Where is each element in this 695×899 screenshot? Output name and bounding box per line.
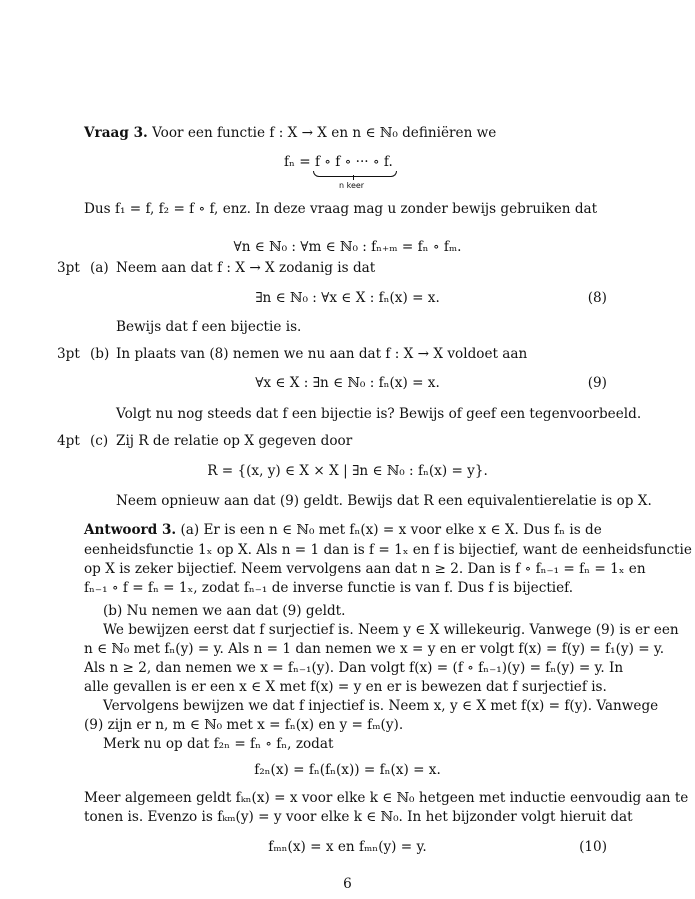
part-b-equation: ∀x ∈ X : ∃n ∈ ℕ₀ : fₙ(x) = x. — [255, 375, 440, 391]
brace-label: n keer — [339, 181, 365, 190]
answer-equation-10: fₘₙ(x) = x en fₘₙ(y) = y. — [268, 839, 427, 855]
answer-label: Antwoord 3. — [84, 522, 177, 538]
question-label: Vraag 3. — [84, 125, 148, 141]
definition-rhs: f ∘ f ∘ ··· ∘ f — [314, 154, 389, 170]
part-c-points: 4pt — [57, 433, 80, 449]
part-a-label: (a) — [90, 260, 109, 276]
answer-line-11: (9) zijn er n, m ∈ ℕ₀ met x = fₙ(x) en y = fₘ(y). — [84, 717, 404, 733]
composition-equation: ∀n ∈ ℕ₀ : ∀m ∈ ℕ₀ : fₙ₊ₘ = fₙ ∘ fₘ. — [233, 239, 462, 255]
part-c-text: Zij R de relatie op X gegeven door — [116, 433, 353, 449]
answer-line-15: tonen is. Evenzo is fₖₘ(y) = y voor elke k ∈ ℕ₀. In het bijzonder volgt hieruit dat — [84, 809, 633, 825]
definition-lhs: fₙ = — [284, 154, 315, 170]
part-a-equation: ∃n ∈ ℕ₀ : ∀x ∈ X : fₙ(x) = x. — [255, 290, 440, 306]
answer-line-5: (b) Nu nemen we aan dat (9) geldt. — [103, 603, 346, 619]
page-number: 6 — [343, 876, 352, 892]
answer-line-6: We bewijzen eerst dat f surjectief is. Neem y ∈ X willekeurig. Vanwege (9) is er een — [103, 622, 679, 638]
answer-line-14: Meer algemeen geldt fₖₙ(x) = x voor elke k ∈ ℕ₀ hetgeen met inductie eenvoudig aan te — [84, 790, 689, 806]
part-a-points: 3pt — [57, 260, 80, 276]
answer-line-1 — [84, 524, 602, 538]
underbrace — [313, 171, 397, 177]
answer-line-4: fₙ₋₁ ∘ f = fₙ = 1ₓ, zodat fₙ₋₁ de inverse functie is van f. Dus f is bijectief. — [84, 580, 574, 596]
answer-equation-f2n: f₂ₙ(x) = fₙ(fₙ(x)) = fₙ(x) = x. — [254, 762, 441, 778]
part-b-eqnum: (9) — [587, 375, 607, 391]
underbrace-tip — [353, 175, 354, 180]
definition-equation — [284, 156, 393, 170]
answer-line-3: op X is zeker bijectief. Neem vervolgens aan dat n ≥ 2. Dan is f ∘ fₙ₋₁ = fₙ = 1ₓ en — [84, 561, 646, 577]
question-heading — [84, 127, 496, 141]
part-b-points: 3pt — [57, 346, 80, 362]
part-a-text: Neem aan dat f : X → X zodanig is dat — [116, 260, 376, 276]
answer-line-9: alle gevallen is er een x ∈ X met f(x) = y en er is bewezen dat f surjectief is. — [84, 679, 607, 695]
part-a-after: Bewijs dat f een bijectie is. — [116, 319, 302, 335]
answer-line-8: Als n ≥ 2, dan nemen we x = fₙ₋₁(y). Dan volgt f(x) = (f ∘ fₙ₋₁)(y) = fₙ(y) = y. In — [84, 660, 624, 676]
part-a-eqnum: (8) — [587, 290, 607, 306]
part-c-equation: R = {(x, y) ∈ X × X | ∃n ∈ ℕ₀ : fₙ(x) = y}. — [207, 463, 488, 479]
answer-eqnum-10: (10) — [579, 839, 607, 855]
answer-line-2: eenheidsfunctie 1ₓ op X. Als n = 1 dan is f = 1ₓ en f is bijectief, want de eenheidsfunctie — [84, 542, 692, 558]
part-b-after: Volgt nu nog steeds dat f een bijectie is? Bewijs of geef een tegenvoorbeeld. — [116, 406, 642, 422]
answer-line-7: n ∈ ℕ₀ met fₙ(y) = y. Als n = 1 dan nemen we x = y en er volgt f(x) = f(y) = f₁(y) = y. — [84, 641, 665, 657]
part-c-label: (c) — [90, 433, 109, 449]
answer-line-12: Merk nu op dat f₂ₙ = fₙ ∘ fₙ, zodat — [103, 736, 334, 752]
answer-text-1: (a) Er is een n ∈ ℕ₀ met fₙ(x) = x voor elke x ∈ X. Dus fₙ is de — [180, 522, 602, 538]
part-c-after: Neem opnieuw aan dat (9) geldt. Bewijs dat R een equivalentierelatie is op X. — [116, 493, 652, 509]
definition-end: . — [388, 154, 393, 170]
question-intro: Voor een functie f : X → X en n ∈ ℕ₀ definiëren we — [152, 125, 497, 141]
part-b-text: In plaats van (8) nemen we nu aan dat f : X → X voldoet aan — [116, 346, 528, 362]
part-b-label: (b) — [90, 346, 110, 362]
question-line2: Dus f₁ = f, f₂ = f ∘ f, enz. In deze vraag mag u zonder bewijs gebruiken dat — [84, 201, 598, 217]
answer-line-10: Vervolgens bewijzen we dat f injectief is. Neem x, y ∈ X met f(x) = f(y). Vanwege — [103, 698, 659, 714]
